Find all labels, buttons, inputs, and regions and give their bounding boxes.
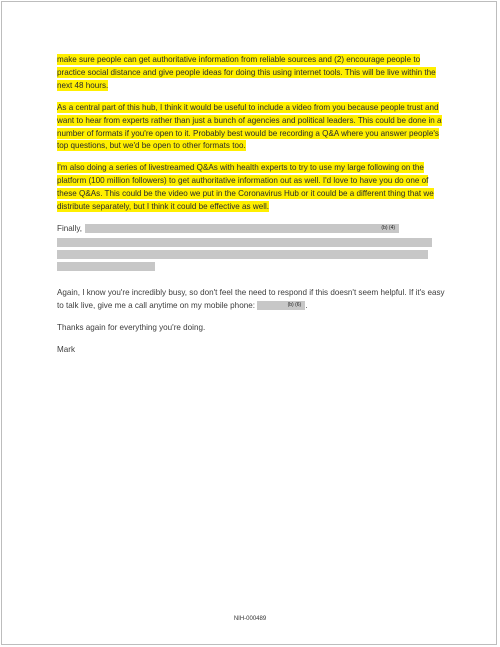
redaction-box	[85, 224, 399, 233]
redaction-box	[257, 300, 308, 310]
closing-period: .	[305, 300, 308, 310]
paragraph-finally-redacted	[57, 223, 447, 271]
letter-body	[57, 54, 447, 366]
highlighted-text: make sure people can get authoritative information from reliable sources and (2) encourage people to practice social distance and give people ideas for doing this using internet tools. This will be live within the next 48 hours.	[57, 55, 436, 90]
closing-text: Again, I know you're incredibly busy, so don't feel the need to respond if this doesn't seem helpful. If it's easy to talk live, give me a call anytime on my mobile phone:	[57, 287, 445, 310]
paragraph-video-request	[57, 102, 447, 154]
highlighted-text: I'm also doing a series of livestreamed Q&As with health experts to try to use my large following on the platform (100 million followers) to get authoritative information out as well. I'd love to have you do one of these Q&As. This could be the video we put in the Coronavirus Hub or it could be a different thing that we distribute separately, but I think it could be effective as well.	[57, 163, 434, 212]
paragraph-hub-intro	[57, 54, 447, 93]
redaction-code: (b) (4)	[381, 225, 396, 232]
signature-name: Mark	[57, 344, 75, 354]
paragraph-livestream-qa	[57, 162, 447, 214]
thanks-text: Thanks again for everything you're doing.	[57, 322, 206, 332]
paragraph-thanks	[57, 322, 447, 335]
redaction-box	[57, 238, 432, 247]
redaction-box	[57, 262, 155, 271]
page-bates-number: NIH-000489	[233, 616, 267, 622]
highlighted-text: As a central part of this hub, I think it would be useful to include a video from you because people trust and want to hear from experts rather than just a bunch of agencies and political leaders. This could be done in a number of formats if you're open to it. Probably best would be recording a Q&A where you answer people's top questions, but we'd be open to other formats too.	[57, 102, 442, 151]
redaction-box	[57, 250, 428, 259]
paragraph-closing	[57, 287, 447, 313]
finally-line	[57, 223, 447, 235]
finally-label: Finally,	[57, 223, 83, 233]
signature	[57, 344, 447, 357]
redaction-code: (b) (6)	[287, 302, 302, 309]
